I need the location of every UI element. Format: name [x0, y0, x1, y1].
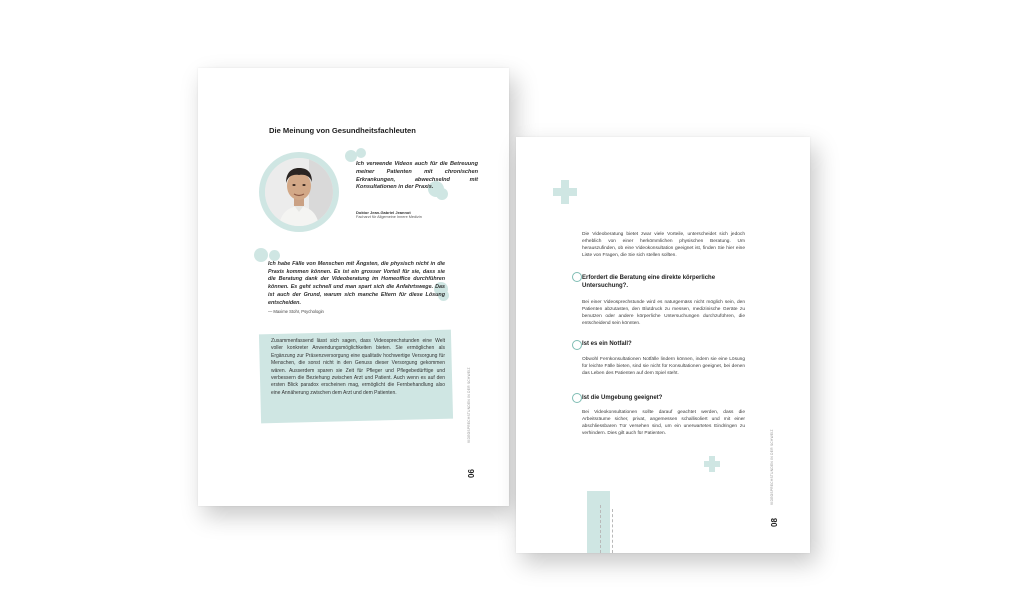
section-body: Bei einer Videosprechstunde wird es naturgemäss nicht möglich sein, den Patienten abzutasten, den Blutdruck zu messen, medizinische Geräte zu benutzen oder andere körperliche Untersuchungen durchzuführen, die entscheidend sein könnten.: [582, 300, 745, 326]
summary-paragraph: Zusammenfassend lässt sich sagen, dass Videosprechstunden eine Welt voller konkreter Anwendungsmöglichkeiten bieten. Sie ermöglichen als Ergänzung zur Präsenzversorgung eine qualitativ hochwertige Versorgung für Menschen, die sonst nicht in den Genuss dieser Versorgung gekommen wären. Ausserdem sparen sie Zeit für Pfleger und Pflegebedürftige und verbessern die Beziehung zwischen Arzt und Patient. Auch wenn es auf den ersten Blick paradox erscheinen mag, ermöglicht die Fernbehandlung also eine Annäherung zwischen dem Arzt und dem Patienten.: [271, 338, 445, 396]
decor-bar: [587, 491, 610, 553]
decor-dashed-line: [600, 505, 601, 553]
side-label: VIDEOSPRECHSTUNDEN IN DER SCHWEIZ: [770, 429, 774, 505]
section-heading: Erfordert die Beratung eine direkte körperliche Untersuchung?.: [582, 275, 716, 289]
section-heading: Ist die Umgebung geeignet?: [582, 395, 663, 401]
quote-author-role: Facharzt für Allgemeine Innere Medizin: [356, 215, 422, 219]
speech-bubble-icon: [572, 393, 582, 403]
speech-bubble-icon: [572, 340, 582, 350]
page-title: Die Meinung von Gesundheitsfachleuten: [269, 126, 416, 135]
psychologist-quote: Ich habe Fälle von Menschen mit Ängsten, die physisch nicht in die Praxis kommen können. Es ist ein grosser Vorteil für sie, dass sie die Beratung dank der Videoberatung im Homeoffice durchführen können. Es geht schnell und man spart sich die Anfahrtswege. Das ist auch der Grund, warum sich manche Eltern für diese Lösung entscheiden.: [268, 261, 445, 306]
quote2-author: — Maxime Stohr, Psychologin: [268, 309, 324, 314]
portrait-frame: [259, 152, 339, 232]
section-body: Bei Videokonsultationen sollte darauf geachtet werden, dass die Arbeitsräume sicher, privat, angemessen schallisoliert und mit einer abschliessbaren Tür versehen sind, um ein unerwartetes Eindringen zu verhindern. Dies gilt auch für Patienten.: [582, 410, 745, 436]
plus-icon: [704, 456, 720, 472]
quote-bubble-icon: [254, 248, 268, 262]
quote-bubble-icon: [356, 148, 366, 158]
section-body: Obwohl Fernkonsultationen Notfälle lindern können, indem sie eine Lösung für leichte Fälle bieten, sind sie nicht für Konsultationen geeignet, bei denen das Leben des Patienten auf dem Spiel steht.: [582, 357, 745, 376]
doctor-portrait: [265, 158, 333, 226]
speech-bubble-icon: [572, 272, 582, 282]
decor-dashed-line: [612, 509, 613, 553]
page-06: [198, 68, 509, 506]
intro-paragraph: Die Videoberatung bietet zwar viele Vorteile, unterscheidet sich jedoch erheblich von einer herkömmlichen physischen Beratung. Um herauszufinden, ob eine Videokonsultation geeignet ist, finden Sie hier eine Liste von Fragen, die Sie sich stellen sollten.: [582, 232, 745, 258]
page-number: 08: [770, 518, 779, 527]
plus-icon: [553, 180, 577, 204]
doctor-quote: Ich verwende Videos auch für die Betreuung meiner Patienten mit chronischen Erkrankungen, abwechselnd mit Konsultationen in der Praxis.: [356, 161, 478, 191]
section-heading: Ist es ein Notfall?: [582, 341, 632, 347]
page-08: [516, 137, 810, 553]
page-number: 06: [467, 469, 476, 478]
quote-author-name: Doktor Jean-Gabriel Jeannot: [356, 210, 411, 215]
side-label: VIDEOSPRECHSTUNDEN IN DER SCHWEIZ: [467, 367, 471, 443]
quote-bubble-icon: [269, 250, 280, 261]
